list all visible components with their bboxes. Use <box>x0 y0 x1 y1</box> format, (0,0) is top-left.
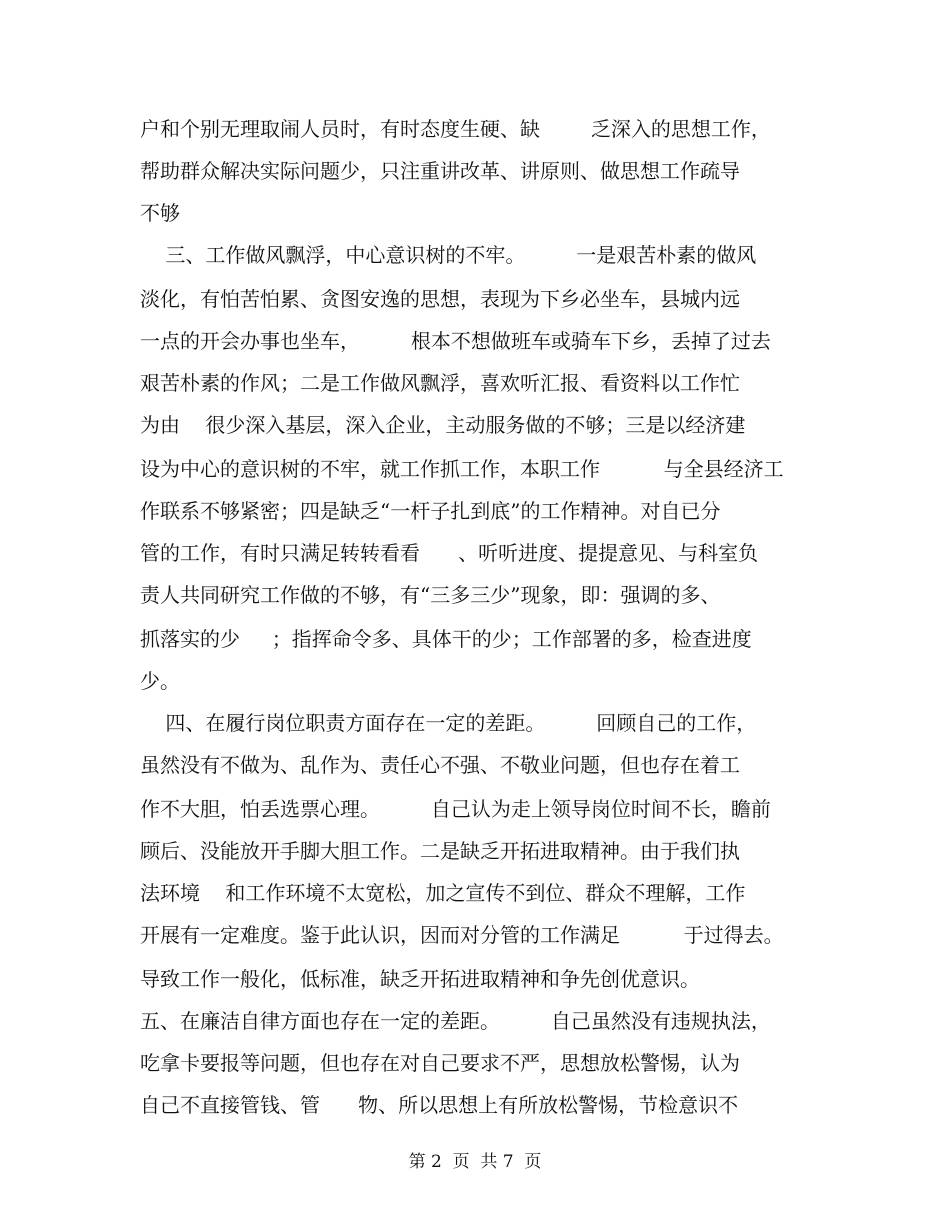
text-line: 自己不直接管钱、管 物、所以思想上有所放松警惕，节检意识不 <box>140 1093 739 1117</box>
text-line: 不够 <box>140 201 180 225</box>
text-line: 户和个别无理取闹人员时，有时态度生硬、缺 乏深入的思想工作， <box>140 117 771 141</box>
text-line: 责人共同研究工作做的不够，有“三多三少”现象，即：强调的多、 <box>140 583 721 607</box>
text-line: 顾后、没能放开手脚大胆工作。二是缺乏开拓进取精神。由于我们执 <box>140 839 740 863</box>
text-line: 作联系不够紧密；四是缺乏“一杆子扎到底”的工作精神。对自已分 <box>140 499 721 523</box>
text-line: 淡化，有怕苦怕累、贪图安逸的思想，表现为下乡必坐车，县城内远 <box>140 287 740 311</box>
text-line: 四、在履行岗位职责方面存在一定的差距。 回顾自己的工作， <box>140 711 757 735</box>
text-line: 虽然没有不做为、乱作为、责任心不强、不敬业问题，但也存在着工 <box>140 753 740 777</box>
page-number-footer: 第 2 页 共 7 页 <box>408 1152 542 1172</box>
text-line: 艰苦朴素的作风；二是工作做风飘浮，喜欢听汇报、看资料以工作忙 <box>140 371 740 395</box>
text-line: 开展有一定难度。鉴于此认识，因而对分管的工作满足 于过得去。 <box>140 923 784 947</box>
text-line: 导致工作一般化，低标准，缺乏开拓进取精神和争先创优意识。 <box>140 967 700 991</box>
text-line: 作不大胆，怕丢选票心理。 自己认为走上领导岗位时间不长，瞻前 <box>140 797 771 821</box>
text-line: 管的工作，有时只满足转转看看 、听听进度、提提意见、与科室负 <box>140 541 759 565</box>
text-line: 五、在廉洁自律方面也存在一定的差距。 自己虽然没有违规执法， <box>140 1009 771 1033</box>
text-line: 三、工作做风飘浮，中心意识树的不牢。 一是艰苦朴素的做风 <box>140 243 757 267</box>
text-line: 法环境 和工作环境不太宽松，加之宣传不到位、群众不理解，工作 <box>140 881 746 905</box>
text-line: 吃拿卡要报等问题，但也存在对自己要求不严，思想放松警惕，认为 <box>140 1051 740 1075</box>
text-line: 设为中心的意识树的不牢，就工作抓工作，本职工作 与全县经济工 <box>140 457 784 481</box>
text-line: 少。 <box>140 669 180 693</box>
text-line: 为由 很少深入基层，深入企业，主动服务做的不够；三是以经济建 <box>140 413 746 437</box>
text-line: 一点的开会办事也坐车， 根本不想做班车或骑车下乡，丢掉了过去 <box>140 329 771 353</box>
text-line: 抓落实的少 ；指挥命令多、具体干的少；工作部署的多，检查进度 <box>140 627 752 651</box>
text-line: 帮助群众解决实际问题少，只注重讲改革、讲原则、做思想工作疏导 <box>140 159 740 183</box>
